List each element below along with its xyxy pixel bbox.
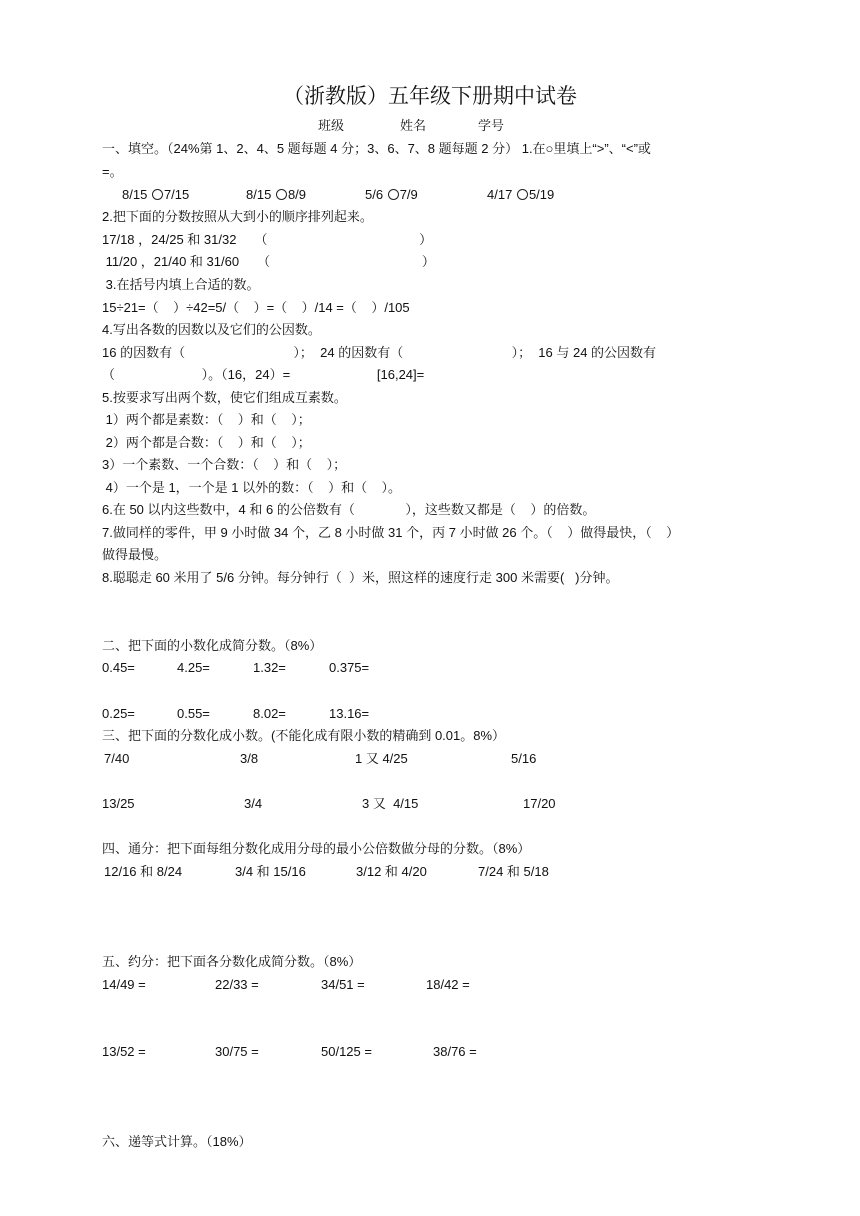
question-7-cont: 做得最慢。: [102, 547, 168, 562]
answer-circle-icon[interactable]: [276, 189, 287, 200]
fraction-item: 5/16: [511, 751, 537, 766]
decimal-item: 0.45=: [102, 660, 135, 675]
question-5-2: 2）两个都是合数：（ ）和（ ）；: [102, 435, 311, 450]
question-8: 8.聪聪走 60 米用了 5/6 分钟。每分钟行（ ）米，照这样的速度行走 300 米需要( )分钟。: [102, 570, 619, 585]
answer-circle-icon[interactable]: [388, 189, 399, 200]
decimal-item: 0.55=: [177, 706, 210, 721]
name-field-label: 姓名: [400, 118, 427, 133]
question-5-4: 4）一个是 1，一个是 1 以外的数：（ ）和（ ）。: [102, 480, 402, 495]
decimal-item: 0.25=: [102, 706, 135, 721]
exam-title: （浙教版）五年级下册期中试卷: [283, 84, 577, 108]
question-3a: 15÷21=（ ）÷42=5/（ ）=（ ）/14 =（ ）/105: [102, 300, 410, 315]
reduce-item: 38/76 =: [433, 1044, 477, 1059]
fraction-item: 1 又 4/25: [355, 751, 408, 766]
section-6-heading: 六、递等式计算。（18%）: [102, 1134, 252, 1149]
decimal-item: 1.32=: [253, 660, 286, 675]
reduce-item: 22/33 =: [215, 977, 259, 992]
compare-right: 5/19: [528, 187, 555, 202]
reduce-item: 14/49 =: [102, 977, 146, 992]
fraction-item: 3/4: [244, 796, 263, 811]
common-denominator-item: 3/12 和 4/20: [356, 864, 427, 879]
answer-circle-icon[interactable]: [517, 189, 528, 200]
fraction-item: 3 又 4/15: [362, 796, 419, 811]
decimal-item: 4.25=: [177, 660, 210, 675]
section-4-heading: 四、通分：把下面每组分数化成用分母的最小公倍数做分母的分数。（8%）: [102, 841, 531, 856]
question-3: 3.在括号内填上合适的数。: [102, 277, 260, 292]
section-5-heading: 五、约分：把下面各分数化成简分数。（8%）: [102, 954, 362, 969]
fraction-item: 13/25: [102, 796, 135, 811]
section-1-heading: 一、填空。（24%第 1、2、4、5 题每题 4 分；3、6、7、8 题每题 2 分） 1.在○里填上“>”、“<”或: [102, 141, 651, 156]
reduce-item: 18/42 =: [426, 977, 470, 992]
reduce-item: 30/75 =: [215, 1044, 259, 1059]
question-2: 2.把下面的分数按照从大到小的顺序排列起来。: [102, 209, 373, 224]
question-5: 5.按要求写出两个数，使它们组成互素数。: [102, 390, 347, 405]
compare-item-2: [246, 186, 306, 204]
question-6: 6.在 50 以内这些数中，4 和 6 的公倍数有（ ），这些数又都是（ ）的倍数。: [102, 502, 596, 517]
compare-right: 8/9: [287, 187, 307, 202]
class-field-label: 班级: [318, 118, 345, 133]
compare-item-3: [365, 186, 418, 204]
reduce-item: 50/125 =: [321, 1044, 372, 1059]
compare-right: 7/15: [163, 187, 190, 202]
question-4: 4.写出各数的因数以及它们的公因数。: [102, 322, 321, 337]
decimal-item: 0.375=: [329, 660, 370, 675]
question-2a: 17/18 ，24/25 和 31/32 （ ）: [102, 232, 433, 247]
reduce-item: 34/51 =: [321, 977, 365, 992]
student-id-field-label: 学号: [478, 118, 505, 133]
common-denominator-item: 3/4 和 15/16: [235, 864, 306, 879]
question-7: 7.做同样的零件，甲 9 小时做 34 个，乙 8 小时做 31 个，丙 7 小时做 26 个。（ ）做得最快，（ ）: [102, 525, 680, 540]
fraction-item: 3/8: [240, 751, 259, 766]
fraction-item: 17/20: [523, 796, 556, 811]
common-denominator-item: 7/24 和 5/18: [478, 864, 549, 879]
compare-item-1: [122, 186, 189, 204]
question-5-1: 1）两个都是素数：（ ）和（ ）；: [102, 412, 311, 427]
compare-left: 4/17: [487, 187, 513, 202]
answer-circle-icon[interactable]: [152, 189, 163, 200]
compare-item-4: [487, 186, 554, 204]
section-1-heading-cont: =。: [102, 164, 123, 179]
decimal-item: 8.02=: [253, 706, 286, 721]
compare-right: 7/9: [399, 187, 418, 202]
section-2-heading: 二、把下面的小数化成简分数。（8%）: [102, 638, 323, 653]
question-2b: 11/20 ，21/40 和 31/60 （ ）: [102, 254, 435, 269]
decimal-item: 13.16=: [329, 706, 370, 721]
section-3-heading: 三、把下面的分数化成小数。(不能化成有限小数的精确到 0.01。8%）: [102, 728, 506, 743]
common-denominator-item: 12/16 和 8/24: [104, 864, 183, 879]
fraction-item: 7/40: [104, 751, 130, 766]
compare-left: 8/15: [122, 187, 148, 202]
reduce-item: 13/52 =: [102, 1044, 146, 1059]
question-4a: 16 的因数有（ ）； 24 的因数有（ ）； 16 与 24 的公因数有: [102, 345, 657, 360]
compare-left: 8/15: [246, 187, 272, 202]
question-4b: （ ）。（16，24）= [16,24]=: [102, 367, 425, 382]
question-5-3: 3）一个素数、一个合数：（ ）和（ ）；: [102, 457, 347, 472]
compare-left: 5/6: [365, 187, 384, 202]
